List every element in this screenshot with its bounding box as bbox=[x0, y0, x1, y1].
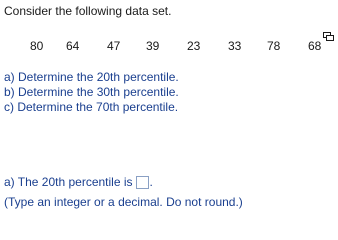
data-value: 80 bbox=[30, 39, 44, 53]
data-value: 47 bbox=[107, 39, 121, 53]
answer-suffix: . bbox=[149, 175, 153, 189]
question-list bbox=[4, 70, 179, 115]
question-b: b) Determine the 30th percentile. bbox=[4, 85, 179, 99]
data-value: 23 bbox=[187, 39, 201, 53]
data-value: 33 bbox=[228, 39, 242, 53]
data-value: 64 bbox=[66, 39, 80, 53]
question-a: a) Determine the 20th percentile. bbox=[4, 70, 179, 84]
answer-prompt: a) The 20th percentile is bbox=[4, 175, 133, 189]
data-value: 78 bbox=[267, 39, 281, 53]
answer-row bbox=[4, 175, 153, 189]
answer-hint: (Type an integer or a decimal. Do not round.) bbox=[4, 195, 243, 209]
data-set-row bbox=[0, 39, 338, 55]
data-value: 68 bbox=[308, 39, 322, 53]
copy-icon[interactable] bbox=[323, 32, 334, 41]
data-value: 39 bbox=[146, 39, 160, 53]
answer-input[interactable] bbox=[136, 176, 149, 189]
intro-text: Consider the following data set. bbox=[4, 4, 172, 18]
question-c: c) Determine the 70th percentile. bbox=[4, 100, 179, 114]
